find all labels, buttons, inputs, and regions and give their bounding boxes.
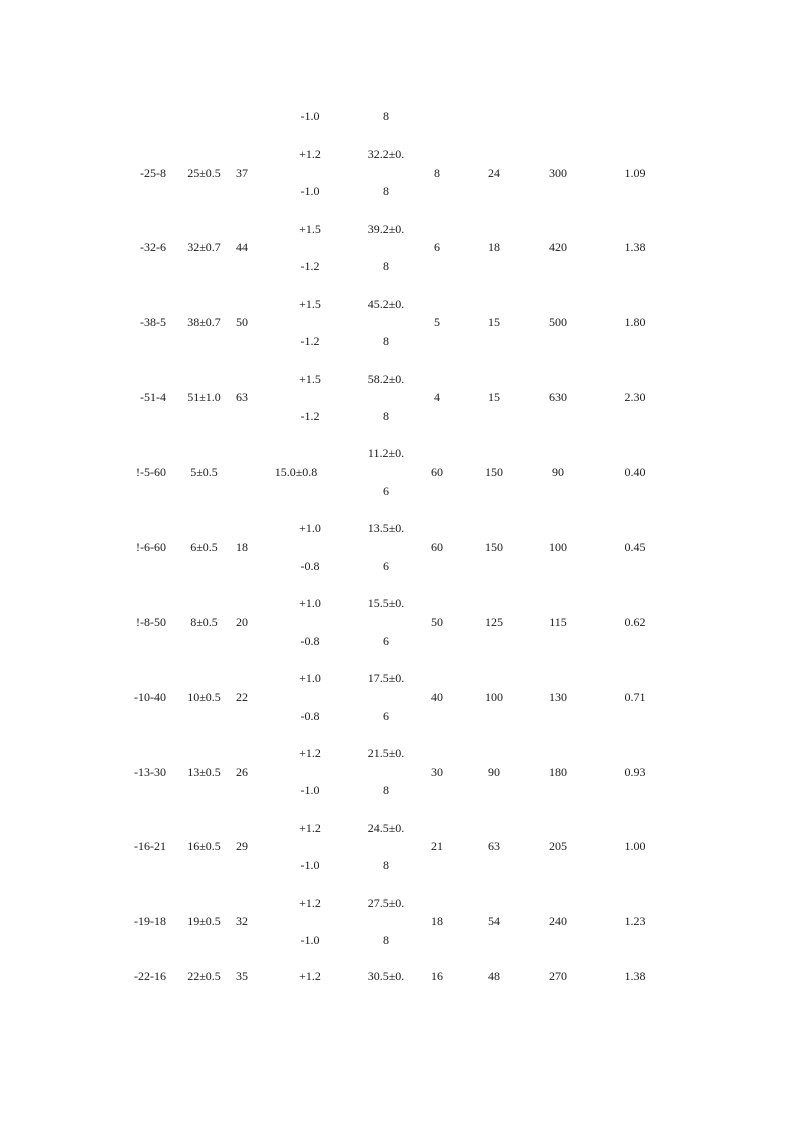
inner-diameter: 32±0.7 — [187, 240, 221, 254]
bend-height-line1: 45.2±0. — [367, 297, 405, 311]
weight-value: 1.38 — [624, 969, 646, 983]
table-row — [0, 728, 794, 808]
bend-height-line1: 58.2±0. — [367, 372, 405, 386]
model-code: -22-16 — [134, 969, 166, 983]
packing-qty-3: 180 — [549, 765, 567, 779]
bend-height-line1: 39.2±0. — [367, 222, 405, 236]
inner-diameter: 16±0.5 — [187, 839, 221, 853]
table-row — [0, 653, 794, 733]
bend-height-line1: 17.5±0. — [367, 671, 405, 685]
table-row — [0, 428, 794, 508]
packing-qty-2: 90 — [488, 765, 500, 779]
model-code: -13-30 — [134, 765, 166, 779]
outer-diameter: 35 — [236, 969, 248, 983]
bend-height-line2: 8 — [383, 334, 389, 348]
inner-diameter: 51±1.0 — [187, 390, 221, 404]
packing-qty-2: 24 — [488, 166, 500, 180]
model-code: !-6-60 — [136, 540, 166, 554]
packing-qty-1: 6 — [434, 240, 440, 254]
bend-height-line1: 15.5±0. — [367, 596, 405, 610]
tolerance-lower: -1.0 — [300, 783, 320, 797]
packing-qty-3: 300 — [549, 166, 567, 180]
weight-value: 1.00 — [624, 839, 646, 853]
packing-qty-2: 100 — [485, 690, 503, 704]
bend-height-line2: 8 — [383, 783, 389, 797]
tolerance-upper: +1.0 — [299, 671, 321, 685]
packing-qty-3: 90 — [552, 465, 564, 479]
packing-qty-1: 21 — [431, 839, 443, 853]
outer-diameter: 20 — [236, 615, 248, 629]
tolerance-lower: -1.0 — [300, 109, 320, 123]
packing-qty-2: 48 — [488, 969, 500, 983]
inner-diameter: 25±0.5 — [187, 166, 221, 180]
model-code: !-5-60 — [136, 465, 166, 479]
packing-qty-3: 100 — [549, 540, 567, 554]
outer-diameter: 44 — [236, 240, 248, 254]
tolerance-upper: +1.2 — [299, 147, 321, 161]
packing-qty-1: 16 — [431, 969, 443, 983]
bend-height-line2: 8 — [383, 933, 389, 947]
packing-qty-1: 50 — [431, 615, 443, 629]
tolerance-upper: +1.2 — [299, 969, 321, 983]
bend-height-line1: 27.5±0. — [367, 896, 405, 910]
bend-height-line2: 6 — [383, 634, 389, 648]
inner-diameter: 13±0.5 — [187, 765, 221, 779]
model-code: -19-18 — [134, 914, 166, 928]
packing-qty-3: 630 — [549, 390, 567, 404]
table-row — [0, 952, 794, 992]
outer-diameter: 29 — [236, 839, 248, 853]
bend-height-line2: 8 — [383, 409, 389, 423]
packing-qty-2: 15 — [488, 390, 500, 404]
bend-height-line2: 8 — [383, 109, 389, 123]
model-code: -10-40 — [134, 690, 166, 704]
weight-value: 0.45 — [624, 540, 646, 554]
inner-diameter: 10±0.5 — [187, 690, 221, 704]
weight-value: 0.40 — [624, 465, 646, 479]
packing-qty-3: 115 — [549, 615, 567, 629]
packing-qty-2: 150 — [485, 465, 503, 479]
table-row — [0, 503, 794, 583]
weight-value: 1.09 — [624, 166, 646, 180]
tolerance-lower: -0.8 — [300, 559, 320, 573]
weight-value: 0.93 — [624, 765, 646, 779]
weight-value: 2.30 — [624, 390, 646, 404]
bend-height-line2: 8 — [383, 858, 389, 872]
packing-qty-1: 8 — [434, 166, 440, 180]
inner-diameter: 6±0.5 — [190, 540, 218, 554]
table-row — [0, 129, 794, 209]
packing-qty-3: 240 — [549, 914, 567, 928]
bend-height-line2: 8 — [383, 184, 389, 198]
bend-height-line2: 6 — [383, 559, 389, 573]
tolerance-upper: +1.2 — [299, 896, 321, 910]
tolerance-upper: +1.5 — [299, 297, 321, 311]
tolerance-lower: -1.0 — [300, 858, 320, 872]
bend-height-line2: 8 — [383, 259, 389, 273]
outer-diameter: 18 — [236, 540, 248, 554]
packing-qty-1: 4 — [434, 390, 440, 404]
inner-diameter: 5±0.5 — [190, 465, 218, 479]
bend-height-line2: 6 — [383, 484, 389, 498]
model-code: -16-21 — [134, 839, 166, 853]
outer-diameter: 32 — [236, 914, 248, 928]
tolerance-lower: -1.2 — [300, 259, 320, 273]
outer-diameter: 22 — [236, 690, 248, 704]
table-row — [0, 203, 794, 283]
table-row — [0, 353, 794, 433]
table-row — [0, 278, 794, 358]
packing-qty-1: 30 — [431, 765, 443, 779]
inner-diameter: 38±0.7 — [187, 315, 221, 329]
tolerance-lower: -1.0 — [300, 933, 320, 947]
weight-value: 1.80 — [624, 315, 646, 329]
bend-height-line1: 32.2±0. — [367, 147, 405, 161]
packing-qty-1: 5 — [434, 315, 440, 329]
table-row — [0, 802, 794, 882]
packing-qty-3: 270 — [549, 969, 567, 983]
packing-qty-2: 15 — [488, 315, 500, 329]
bend-height-line1: 24.5±0. — [367, 821, 405, 835]
packing-qty-2: 125 — [485, 615, 503, 629]
inner-diameter: 22±0.5 — [187, 969, 221, 983]
packing-qty-3: 205 — [549, 839, 567, 853]
packing-qty-3: 500 — [549, 315, 567, 329]
weight-value: 0.62 — [624, 615, 646, 629]
packing-qty-2: 18 — [488, 240, 500, 254]
packing-qty-2: 150 — [485, 540, 503, 554]
table-row — [0, 877, 794, 957]
packing-qty-1: 40 — [431, 690, 443, 704]
bend-height-line1: 30.5±0. — [367, 969, 405, 983]
tolerance-lower: -0.8 — [300, 709, 320, 723]
model-code: -51-4 — [140, 390, 166, 404]
outer-diameter-tolerance: 15.0±0.8 — [274, 465, 318, 479]
packing-qty-1: 60 — [431, 465, 443, 479]
packing-qty-1: 18 — [431, 914, 443, 928]
tolerance-lower: -0.8 — [300, 634, 320, 648]
packing-qty-1: 60 — [431, 540, 443, 554]
tolerance-upper: +1.5 — [299, 372, 321, 386]
tolerance-upper: +1.2 — [299, 746, 321, 760]
outer-diameter: 26 — [236, 765, 248, 779]
packing-qty-2: 63 — [488, 839, 500, 853]
table-row — [0, 578, 794, 658]
tolerance-lower: -1.0 — [300, 184, 320, 198]
weight-value: 1.38 — [624, 240, 646, 254]
inner-diameter: 19±0.5 — [187, 914, 221, 928]
tolerance-upper: +1.5 — [299, 222, 321, 236]
model-code: !-8-50 — [136, 615, 166, 629]
outer-diameter: 50 — [236, 315, 248, 329]
weight-value: 0.71 — [624, 690, 646, 704]
model-code: -38-5 — [140, 315, 166, 329]
tolerance-lower: -1.2 — [300, 409, 320, 423]
bend-height-line1: 13.5±0. — [367, 521, 405, 535]
tolerance-upper: +1.0 — [299, 596, 321, 610]
bend-height-line1: 21.5±0. — [367, 746, 405, 760]
bend-height-line1: 11.2±0. — [367, 446, 405, 460]
tolerance-upper: +1.0 — [299, 521, 321, 535]
outer-diameter: 37 — [236, 166, 248, 180]
weight-value: 1.23 — [624, 914, 646, 928]
packing-qty-3: 130 — [549, 690, 567, 704]
tolerance-upper: +1.2 — [299, 821, 321, 835]
model-code: -32-6 — [140, 240, 166, 254]
tolerance-lower: -1.2 — [300, 334, 320, 348]
packing-qty-2: 54 — [488, 914, 500, 928]
model-code: -25-8 — [140, 166, 166, 180]
bend-height-line2: 6 — [383, 709, 389, 723]
outer-diameter: 63 — [236, 390, 248, 404]
packing-qty-3: 420 — [549, 240, 567, 254]
inner-diameter: 8±0.5 — [190, 615, 218, 629]
